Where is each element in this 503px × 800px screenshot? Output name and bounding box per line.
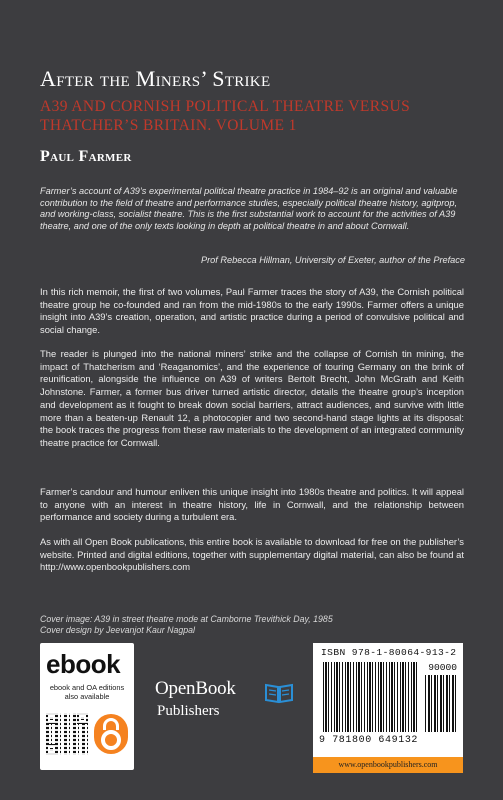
cover-image-credit: Cover image: A39 in street theatre mode at Camborne Trevithick Day, 1985 <box>40 614 333 624</box>
publisher-logo[interactable] <box>155 678 305 728</box>
publisher-sub: Publishers <box>157 703 220 719</box>
blurb-paragraph-1: In this rich memoir, the first of two volumes, Paul Farmer traces the story of A39, the Cornish political theatre group he co-founded and ran from the mid-1980s to the early 1990s. Farmer offers a unique insight into A39’s creation, operation, and artistic practice during a period of convulsive political and social change. <box>40 286 464 336</box>
isbn-digits: 9 781800 649132 <box>319 735 419 746</box>
author-name: Paul Farmer <box>40 148 132 165</box>
qr-code-pattern <box>46 713 88 755</box>
publisher-name: OpenBook <box>155 678 236 699</box>
ebook-availability-text: ebook and OA editions also available <box>49 683 125 701</box>
blurb-paragraph-3: Farmer’s candour and humour enliven this unique insight into 1980s theatre and politics. It will appeal to anyone with an interest in theatre history, life in Cornwall, and the relationship between performance and society during a turbulent era. <box>40 486 464 523</box>
endorsement-quote: Farmer’s account of A39’s experimental political theatre practice in 1984–92 is an original and valuable contribution to the field of theatre and performance studies, especially political theatre history, agitprop, and working-class, socialist theatre. This is the first substantial work to account for the activities of A39 theatre, and one of the only texts looking in depth at political theatre in and about Cornwall. <box>40 186 458 231</box>
blurb-paragraph-2: The reader is plunged into the national miners’ strike and the collapse of Cornish tin mining, the impact of Thatcherism and ‘Reaganomics’, and the experience of touring Germany on the brink of reunification, alongside the influence on A39 of writers Bertolt Brecht, John McGrath and Keith Johnstone. Farmer, a former bus driver turned artistic director, details the theatre group’s inception and development as it fought to break down social barriers, attract audiences, and survive with little more than a beaten-up Renault 12, a photocopier and two second-hand stage lights at its disposal: the book traces the progress from these raw materials to the development of an integrated community theatre practice for Cornwall. <box>40 348 464 448</box>
ebook-badge[interactable] <box>40 643 134 770</box>
price-code: 90000 <box>428 662 457 673</box>
book-subtitle: A39 AND CORNISH POLITICAL THEATRE VERSUS THATCHER’S BRITAIN. VOLUME 1 <box>40 98 411 134</box>
open-book-icon <box>264 680 294 704</box>
open-access-icon <box>94 714 128 754</box>
isbn-label: ISBN 978-1-80064-913-2 <box>321 647 457 658</box>
price-barcode-bars <box>425 675 457 732</box>
credits <box>40 614 460 636</box>
book-title: After the Miners’ Strike <box>40 66 271 91</box>
publisher-url[interactable]: www.openbookpublishers.com <box>313 757 463 773</box>
isbn-barcode <box>313 643 463 773</box>
barcode-bars <box>323 662 419 732</box>
ebook-logo: ebook <box>46 649 121 679</box>
blurb-paragraph-4: As with all Open Book publications, this entire book is available to download for free on the publisher’s website. Printed and digital editions, together with supplementary digital material, can also be found at http://www.openbookpublishers.com <box>40 536 464 573</box>
cover-design-credit: Cover design by Jeevanjot Kaur Nagpal <box>40 625 196 635</box>
endorsement-attribution: Prof Rebecca Hillman, University of Exeter, author of the Preface <box>200 255 465 265</box>
